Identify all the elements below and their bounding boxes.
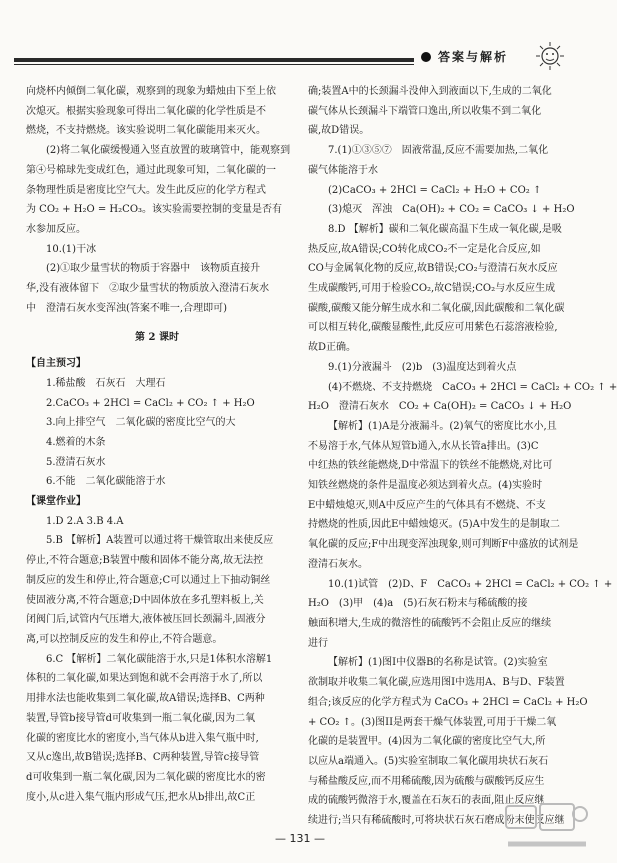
text-line: 华,没有液体留下 ②取少量雪状的物质放入澄清石灰水 [26, 283, 270, 295]
text-line: 【解析】(1)图I中仪器B的名称是试管。(2)实验室 [328, 657, 548, 669]
text-line: 以应从a端通入。(5)实验室制取二氧化碳用块状石灰石 [308, 755, 549, 767]
text-line: (2)CaCO₃ + 2HCl = CaCl₂ + H₂O + CO₂ ↑ [328, 184, 542, 196]
header-rule-thick [14, 58, 414, 62]
text-line: 3.向上排空气 二氧化碳的密度比空气的大 [46, 417, 236, 429]
text-line: 确;装置A中的长颈漏斗没伸入到液面以下,生成的二氧化 [308, 86, 552, 97]
text-line: 燃烧，不支持燃烧。该实验说明二氧化碳能用来灭火。 [26, 125, 266, 137]
text-line: 持燃烧的性质,因此E中蜡烛熄灭。(5)A中发生的是制取二 [308, 519, 560, 531]
text-line: 澄清石灰水。 [308, 558, 368, 570]
text-line: 为 CO₂ + H₂O = H₂CO₃。该实验需要控制的变量是否有 [26, 204, 283, 216]
text-line: 10.(1)干冰 [46, 243, 97, 255]
text-line: (2)①取少量雪状的物质于容器中 该物质直接升 [46, 263, 261, 275]
text-line: 装置,导管b接导管d可收集到一瓶二氧化碳,因为二氧 [26, 712, 256, 724]
text-line: 用排水法也能收集到二氧化碳,故A错误;选择B、C两种 [26, 693, 265, 705]
text-line: 2.CaCO₃ + 2HCl = CaCl₂ + CO₂ ↑ + H₂O [46, 397, 255, 409]
text-line: 条物理性质是密度比空气大。发生此反应的化学方程式 [26, 184, 266, 196]
text-line: 碳气体能溶于水 [308, 164, 378, 176]
text-line: 10.(1)试管 (2)D、F CaCO₃ + 2HCl = CaCl₂ + CO₂ ↑ + [328, 578, 613, 590]
text-line: E中蜡烛熄灭,则A中反应产生的气体具有不燃烧、不支 [308, 499, 546, 511]
text-line: 制反应的发生和停止,符合题意;C可以通过上下抽动铜丝 [26, 574, 271, 586]
text-line: 【解析】(1)A是分液漏斗。(2)氧气的密度比水小,且 [328, 420, 557, 432]
page-header [0, 0, 600, 78]
text-line: 【自主预习】 [26, 358, 86, 370]
text-line: 水参加反应。 [26, 223, 86, 235]
right-column [308, 82, 617, 831]
text-line: 续进行;当只有稀硫酸时,可将块状石灰石磨成粉末使反应继 [308, 815, 565, 827]
text-line: 5.B 【解析】A装置可以通过将干燥管取出来使反应 [46, 535, 274, 547]
header-rule-thin [14, 64, 414, 65]
text-line: (4)不燃烧、不支持燃烧 CaCO₃ + 2HCl = CaCl₂ + CO₂ ↑ + [328, 381, 617, 393]
text-line: 成的硫酸钙微溶于水,覆盖在石灰石的表面,阻止反应继 [308, 795, 545, 807]
text-line: 欲制取并收集二氧化碳,应选用图I中选用A、B与D、F装置 [308, 677, 565, 689]
header-bullet-icon [421, 52, 431, 62]
text-line: 可以相互转化,碳酸显酸性,此反应可用紫色石蕊溶液检验, [308, 322, 558, 334]
text-line: 次熄灭。根据实验现象可得出二氧化碳的化学性质是不 [26, 105, 266, 117]
text-line: 1.稀盐酸 石灰石 大理石 [46, 377, 166, 389]
text-line: 闭阀门后,试管内气压增大,液体被压回长颈漏斗,固液分 [26, 614, 266, 626]
text-line: 与稀盐酸反应,而不用稀硫酸,因为硫酸与碳酸钙反应生 [308, 775, 545, 787]
text-line: 碳酸,碳酸又能分解生成水和二氧化碳,因此碳酸和二氧化碳 [308, 302, 565, 314]
text-line: 度小,从c进入集气瓶内形成气压,把水从b排出,故C正 [26, 791, 256, 803]
header-title: 答案与解析 [438, 50, 509, 64]
text-line: 组合;该反应的化学方程式为 CaCO₃ + 2HCl = CaCl₂ + H₂O [308, 696, 588, 708]
text-line: 碳,故D错误。 [308, 125, 370, 137]
page-number: — 131 — [275, 832, 325, 845]
text-line: 化碳的是装置甲。(4)因为二氧化碳的密度比空气大,所 [308, 736, 546, 748]
text-line: H₂O (3)甲 (4)a (5)石灰石粉末与稀硫酸的接 [308, 598, 528, 610]
text-line: 4.燃着的木条 [46, 436, 106, 448]
text-line: 【课堂作业】 [26, 496, 86, 508]
text-line: 向烧杯内倾倒二氧化碳，观察到的现象为蜡烛由下至上依 [26, 86, 276, 97]
section-title: 第 2 课时 [135, 332, 179, 344]
text-line: 使固液分离,不符合题意;D中固体放在多孔塑料板上,关 [26, 594, 264, 606]
text-line: 知铁丝燃烧的条件是温度必须达到着火点。(4)实验时 [308, 480, 543, 492]
text-line: (2)将二氧化碳缓慢通入竖直放置的玻璃管中，能观察到 [46, 145, 291, 157]
text-line: + CO₂ ↑。(3)图II是两套干燥气体装置,可用于干燥二氧 [308, 716, 557, 728]
text-line: 5.澄清石灰水 [46, 456, 106, 468]
left-column [26, 82, 291, 807]
text-line: CO与金属氧化物的反应,故B错误;CO₂与澄清石灰水反应 [308, 263, 558, 275]
text-line: 热反应,故A错误;CO转化成CO₂不一定是化合反应,如 [308, 243, 541, 255]
text-line: d可收集到一瓶二氧化碳,因为二氧化碳的密度比水的密 [26, 771, 266, 783]
text-line: 又从c逸出,故B错误;选择B、C两种装置,导管c接导管 [26, 752, 260, 764]
text-line: 中红热的铁丝能燃烧,D中常温下的铁丝不能燃烧,对比可 [308, 460, 553, 472]
text-line: 1.D 2.A 3.B 4.A [46, 515, 124, 527]
text-line: 进行 [308, 637, 328, 649]
text-line: 不易溶于水,气体从短管b通入,水从长管a排出。(3)C [308, 440, 539, 452]
text-line: 生成碳酸钙,可用于检验CO₂,故C错误;CO₂与水反应生成 [308, 283, 556, 295]
text-line: 6.不能 二氧化碳能溶于水 [46, 476, 166, 488]
text-line: 9.(1)分液漏斗 (2)b (3)温度达到着火点 [328, 361, 517, 373]
text-line: 体积的二氧化碳,如果达到饱和就不会再溶于水了,所以 [26, 673, 263, 685]
text-line: 7.(1)①③⑤⑦ 固液常温,反应不需要加热,二氧化 [328, 145, 549, 157]
text-line: 碳气体从长颈漏斗下端管口逸出,所以收集不到二氧化 [308, 105, 542, 117]
text-line: 中 澄清石灰水变浑浊(答案不唯一,合理即可) [26, 302, 227, 314]
text-line: 6.C 【解析】二氧化碳能溶于水,只是1体积水溶解1 [46, 653, 273, 665]
text-line: 触面积增大,生成的微溶性的硫酸钙不会阻止反应的继续 [308, 617, 552, 629]
watermark-stamp-icon [500, 800, 590, 855]
decorative-sun-logo-icon [530, 40, 570, 72]
text-line: 停止,不符合题意;B装置中酸和固体不能分离,故无法控 [26, 555, 264, 567]
text-line: (3)熄灭 浑浊 Ca(OH)₂ + CO₂ = CaCO₃ ↓ + H₂O [328, 204, 575, 216]
text-line: H₂O 澄清石灰水 CO₂ + Ca(OH)₂ = CaCO₃ ↓ + H₂O [308, 401, 572, 413]
text-line: 化碳的密度比水的密度小,当气体从b进入集气瓶中时, [26, 732, 259, 744]
text-line: 离,可以控制反应的发生和停止,不符合题意。 [26, 633, 223, 645]
text-line: 氧化碳的反应;F中出现变浑浊现象,则可判断F中盛放的试剂是 [308, 539, 579, 551]
text-line: 故D正确。 [308, 342, 357, 354]
text-line: 第④号棉球先变成红色，通过此现象可知，二氧化碳的一 [26, 164, 276, 176]
text-line: 8.D 【解析】碳和二氧化碳高温下生成一氧化碳,是吸 [328, 223, 562, 235]
